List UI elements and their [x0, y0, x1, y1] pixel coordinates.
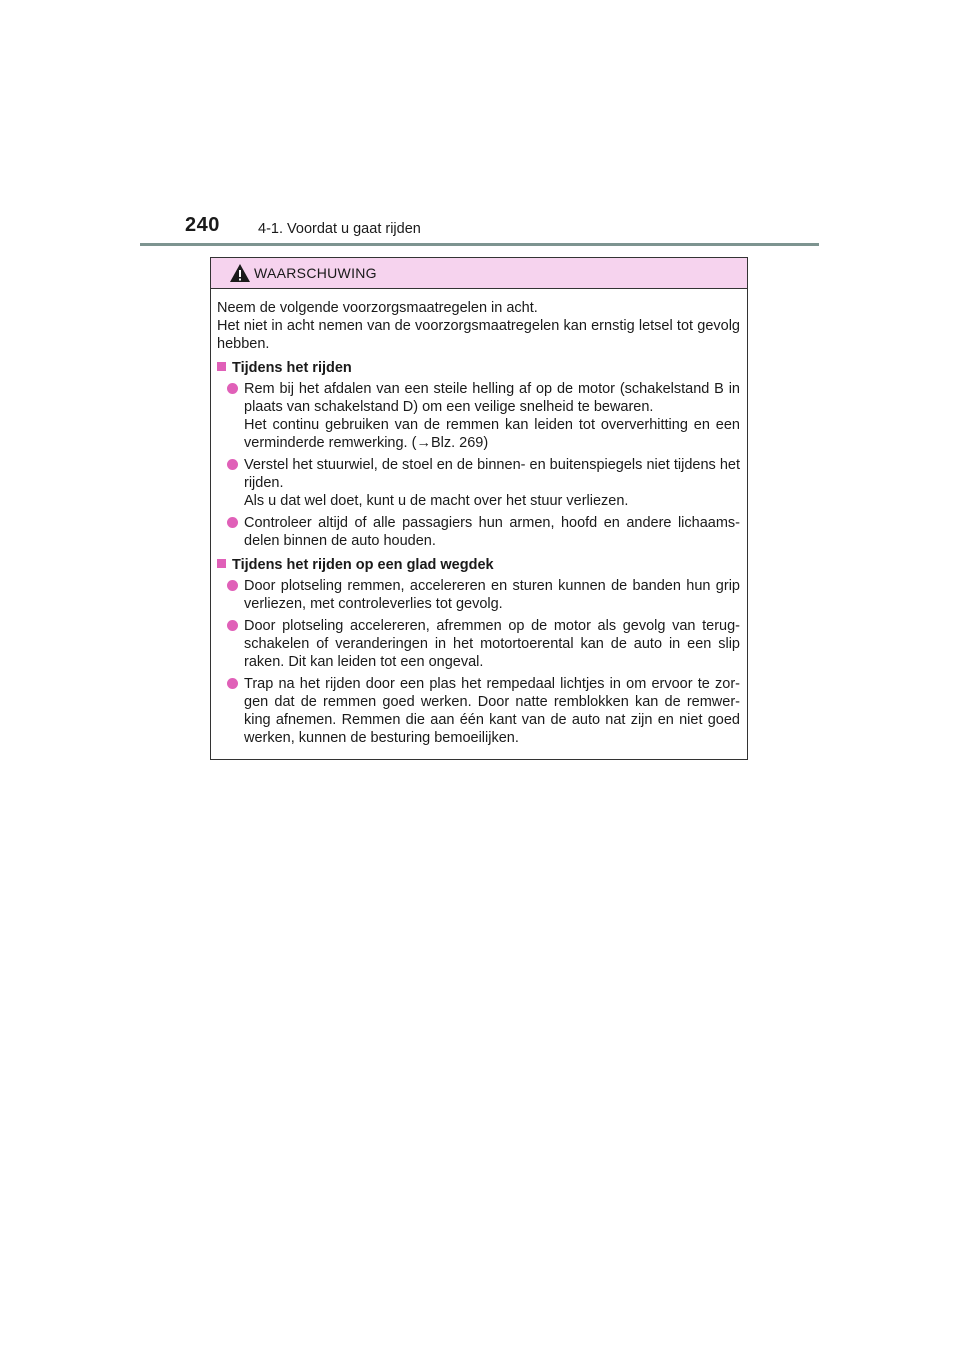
warning-triangle-icon [229, 263, 251, 283]
warning-intro [217, 299, 740, 353]
list-item [217, 514, 740, 550]
bullet-list [217, 380, 740, 550]
section-slippery-road [217, 556, 740, 747]
round-bullet-icon [227, 678, 238, 689]
round-bullet-icon [227, 580, 238, 591]
warning-body [211, 289, 747, 747]
paragraph: Het continu gebruiken van de remmen kan leiden tot oververhitting en een verminderde remwerking. (→Blz. 269) [244, 417, 740, 451]
list-item [217, 617, 740, 671]
list-item [217, 456, 740, 510]
round-bullet-icon [227, 459, 238, 470]
paragraph: Controleer altijd of alle passagiers hun armen, hoofd en andere lichaams-delen binnen de auto houden. [244, 515, 740, 549]
paragraph: Trap na het rijden door een plas het rempedaal lichtjes in om ervoor te zor-gen dat de remmen goed werken. Door natte remblokken kan de remwer-king afnemen. Remmen die aan één kant van de auto nat zijn en niet goed werken, kunnen de besturing bemoeilijken. [244, 676, 740, 746]
section-heading [217, 359, 740, 377]
square-bullet-icon [217, 559, 226, 568]
section-heading-text: Tijdens het rijden [232, 360, 352, 376]
paragraph: Door plotseling accelereren, afremmen op de motor als gevolg van terug-schakelen of veranderingen in het motortoerental kan de auto in een slip raken. Dit kan leiden tot een ongeval. [244, 618, 740, 670]
list-item [217, 675, 740, 747]
intro-line: Neem de volgende voorzorgsmaatregelen in acht. [217, 300, 538, 316]
round-bullet-icon [227, 517, 238, 528]
paragraph: Door plotseling remmen, accelereren en sturen kunnen de banden hun grip verliezen, met controleverlies tot gevolg. [244, 578, 740, 612]
section-heading [217, 556, 740, 574]
list-item-text [244, 456, 740, 510]
list-item-text [244, 577, 740, 613]
intro-line: Het niet in acht nemen van de voorzorgsmaatregelen kan ernstig letsel tot gevolg hebben. [217, 318, 740, 352]
list-item [217, 577, 740, 613]
warning-header [211, 258, 747, 289]
section-driving [217, 359, 740, 550]
warning-title: WAARSCHUWING [254, 265, 377, 281]
round-bullet-icon [227, 383, 238, 394]
section-heading-text: Tijdens het rijden op een glad wegdek [232, 557, 494, 573]
paragraph: Verstel het stuurwiel, de stoel en de binnen- en buitenspiegels niet tijdens het rijden. [244, 457, 740, 491]
paragraph: Als u dat wel doet, kunt u de macht over het stuur verliezen. [244, 493, 629, 509]
bullet-list [217, 577, 740, 747]
list-item-text [244, 514, 740, 550]
list-item-text [244, 675, 740, 747]
round-bullet-icon [227, 620, 238, 631]
header-rule [140, 243, 819, 246]
list-item-text [244, 617, 740, 671]
list-item-text [244, 380, 740, 452]
warning-box [210, 257, 748, 760]
paragraph: Rem bij het afdalen van een steile helling af op de motor (schakelstand B in plaats van schakelstand D) om een veilige snelheid te bewaren. [244, 381, 740, 415]
square-bullet-icon [217, 362, 226, 371]
list-item [217, 380, 740, 452]
section-title: 4-1. Voordat u gaat rijden [258, 221, 421, 237]
page-number: 240 [185, 214, 220, 236]
